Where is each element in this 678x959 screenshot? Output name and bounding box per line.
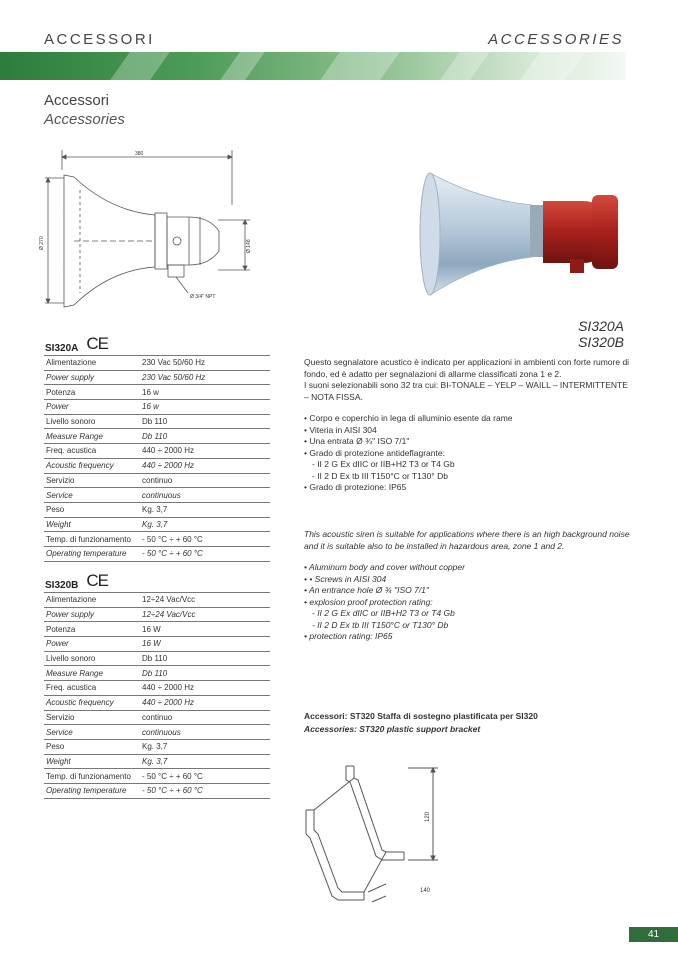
list-item: - II 2 D Ex tb III T150°C or T130° Db xyxy=(312,619,449,630)
spec-label: Potenza xyxy=(44,622,140,637)
spec-label: Livello sonoro xyxy=(44,414,140,429)
list-item: • • Screws in AISI 304 xyxy=(304,573,387,584)
spec-value: Db 110 xyxy=(140,651,270,666)
spec-label: Temp. di funzionamento xyxy=(44,532,140,547)
table-row xyxy=(44,754,270,769)
list-item: • explosion proof protection rating: xyxy=(304,596,433,607)
spec-value: - 50 °C ÷ + 60 °C xyxy=(140,546,270,561)
list-item: • Grado di protezione: IP65 xyxy=(304,482,407,492)
table-row xyxy=(44,502,270,517)
spec-value: continuo xyxy=(140,710,270,725)
table-row xyxy=(44,400,270,415)
spec-label: Peso xyxy=(44,739,140,754)
spec-value: continuous xyxy=(140,725,270,740)
description-italian xyxy=(304,357,634,494)
spec-value: Db 110 xyxy=(140,429,270,444)
spec-value: 12÷24 Vac/Vcc xyxy=(140,593,270,608)
spec-value: 16 w xyxy=(140,385,270,400)
spec-value: Db 110 xyxy=(140,666,270,681)
spec-table-a xyxy=(44,355,270,562)
table-row xyxy=(44,695,270,710)
spec-value: 12÷24 Vac/Vcc xyxy=(140,607,270,622)
list-item: - II 2 D Ex tb III T150°C or T130° Db xyxy=(312,470,448,481)
dim-height: Ø 148 xyxy=(246,239,252,253)
dim-bracket-height: 120 xyxy=(425,811,431,822)
table-row xyxy=(44,637,270,652)
table-row xyxy=(44,458,270,473)
list-item: • Viteria in AISI 304 xyxy=(304,424,377,435)
table-row xyxy=(44,725,270,740)
spec-label: Acoustic frequency xyxy=(44,695,140,710)
spec-label: Servizio xyxy=(44,710,140,725)
dim-width: 380 xyxy=(135,151,144,157)
spec-label: Operating temperature xyxy=(44,783,140,798)
spec-value: continuo xyxy=(140,473,270,488)
spec-model-b: SI320B xyxy=(45,580,79,591)
list-item: • protection rating: IP65 xyxy=(304,631,393,641)
spec-value: - 50 °C ÷ + 60 °C xyxy=(140,769,270,784)
description-english xyxy=(304,529,634,643)
spec-label: Power supply xyxy=(44,607,140,622)
table-row xyxy=(44,385,270,400)
table-row xyxy=(44,429,270,444)
spec-label: Measure Range xyxy=(44,429,140,444)
table-row xyxy=(44,488,270,503)
table-row xyxy=(44,532,270,547)
spec-label: Freq. acustica xyxy=(44,444,140,459)
table-row xyxy=(44,593,270,608)
page-number: 41 xyxy=(629,927,678,942)
spec-label: Operating temperature xyxy=(44,546,140,561)
spec-label: Service xyxy=(44,725,140,740)
table-row xyxy=(44,517,270,532)
section-title-it: Accessori xyxy=(44,92,110,109)
spec-label: Alimentazione xyxy=(44,593,140,608)
dim-diameter: Ø 270 xyxy=(39,236,45,250)
siren-product-photo xyxy=(410,155,646,315)
desc-it-paragraph-2: I suoni selezionabili sono 32 tra cui: BI-TONALE – YELP – WAILL – INTERMITTENTE – NOTA FISSA. xyxy=(304,380,628,402)
spec-label: Weight xyxy=(44,754,140,769)
table-row xyxy=(44,710,270,725)
list-item: • Aluminum body and cover without copper xyxy=(304,562,465,572)
spec-label: Power supply xyxy=(44,370,140,385)
spec-value: 440 ÷ 2000 Hz xyxy=(140,444,270,459)
desc-it-features xyxy=(304,413,634,494)
spec-table-b xyxy=(44,592,270,799)
header-band xyxy=(0,52,626,80)
spec-label: Measure Range xyxy=(44,666,140,681)
list-item: • An entrance hole Ø ¾ "ISO 7/1" xyxy=(304,585,429,595)
siren-technical-drawing xyxy=(40,145,280,315)
ce-mark-icon: CE xyxy=(86,334,108,353)
ce-mark-icon: CE xyxy=(86,571,108,590)
spec-value: Db 110 xyxy=(140,414,270,429)
bracket-technical-drawing xyxy=(298,760,448,920)
spec-value: Kg. 3,7 xyxy=(140,739,270,754)
spec-heading-a xyxy=(45,334,108,354)
table-row xyxy=(44,356,270,371)
spec-value: 440 ÷ 2000 Hz xyxy=(140,695,270,710)
spec-value: - 50 °C ÷ + 60 °C xyxy=(140,532,270,547)
table-row xyxy=(44,651,270,666)
header-left: ACCESSORI xyxy=(44,31,155,48)
table-row xyxy=(44,370,270,385)
header-right: ACCESSORIES xyxy=(488,31,624,48)
table-row xyxy=(44,444,270,459)
spec-label: Potenza xyxy=(44,385,140,400)
spec-value: 440 ÷ 2000 Hz xyxy=(140,681,270,696)
model-label-a: SI320A xyxy=(578,318,624,334)
dim-thread: Ø 3/4" NPT xyxy=(190,294,216,300)
spec-value: - 50 °C ÷ + 60 °C xyxy=(140,783,270,798)
table-row xyxy=(44,769,270,784)
spec-value: 16 w xyxy=(140,400,270,415)
spec-label: Acoustic frequency xyxy=(44,458,140,473)
desc-en-paragraph-1: This acoustic siren is suitable for applications where there is an high background noise and it is suitable also to be installed in hazardous area, zone 1 and 2. xyxy=(304,529,630,551)
dim-bracket-width: 140 xyxy=(420,888,431,894)
table-row xyxy=(44,681,270,696)
spec-label: Livello sonoro xyxy=(44,651,140,666)
accessory-caption-en: Accessories: ST320 plastic support bracket xyxy=(304,724,481,734)
list-item: - II 2 G Ex dIIC or IIB+H2 T3 or T4 Gb xyxy=(312,608,455,618)
spec-label: Freq. acustica xyxy=(44,681,140,696)
spec-label: Power xyxy=(44,637,140,652)
spec-value: 230 Vac 50/60 Hz xyxy=(140,356,270,371)
section-title-en: Accessories xyxy=(44,111,125,128)
desc-en-features xyxy=(304,562,634,643)
spec-value: Kg. 3,7 xyxy=(140,754,270,769)
spec-value: continuous xyxy=(140,488,270,503)
spec-model-a: SI320A xyxy=(45,343,79,354)
list-item: • Grado di protezione antideflagrante: xyxy=(304,447,445,458)
spec-value: 230 Vac 50/60 Hz xyxy=(140,370,270,385)
list-item: • Una entrata Ø ¾" ISO 7/1" xyxy=(304,436,410,446)
table-row xyxy=(44,783,270,798)
spec-label: Power xyxy=(44,400,140,415)
model-label-b: SI320B xyxy=(578,334,624,350)
accessory-caption xyxy=(304,710,538,736)
spec-label: Service xyxy=(44,488,140,503)
spec-label: Temp. di funzionamento xyxy=(44,769,140,784)
list-item: - II 2 G Ex dIIC or IIB+H2 T3 or T4 Gb xyxy=(312,459,455,469)
spec-value: Kg. 3,7 xyxy=(140,502,270,517)
table-row xyxy=(44,622,270,637)
spec-label: Alimentazione xyxy=(44,356,140,371)
spec-heading-b xyxy=(45,571,108,591)
table-row xyxy=(44,414,270,429)
desc-it-paragraph-1: Questo segnalatore acustico è indicato per applicazioni in ambienti con forte rumore di fondo, ed è adatto per segnalazioni di allarme classificati zona 1 e 2. xyxy=(304,357,630,379)
table-row xyxy=(44,607,270,622)
spec-value: 440 ÷ 2000 Hz xyxy=(140,458,270,473)
accessory-caption-it: Accessori: ST320 Staffa di sostegno plastificata per SI320 xyxy=(304,711,538,721)
spec-label: Servizio xyxy=(44,473,140,488)
spec-value: 16 W xyxy=(140,637,270,652)
spec-label: Weight xyxy=(44,517,140,532)
table-row xyxy=(44,666,270,681)
table-row xyxy=(44,739,270,754)
list-item: • Corpo e coperchio in lega di alluminio esente da rame xyxy=(304,413,513,423)
spec-label: Peso xyxy=(44,502,140,517)
spec-value: 16 W xyxy=(140,622,270,637)
table-row xyxy=(44,473,270,488)
table-row xyxy=(44,546,270,561)
spec-value: Kg. 3,7 xyxy=(140,517,270,532)
